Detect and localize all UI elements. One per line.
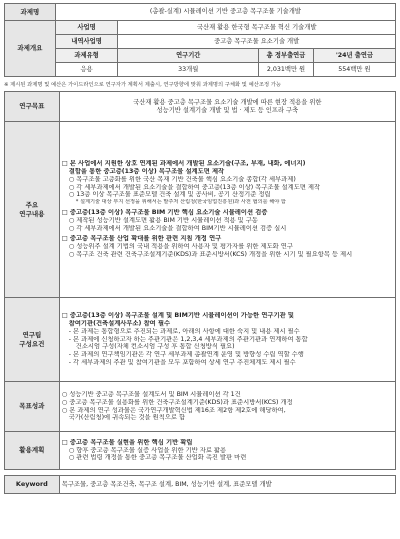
project-label: 사업명 [55,21,118,35]
title-label: 과제명 [5,4,56,21]
plan-line: ○ 향후 중고층 목구조물 실증 사업을 위한 기반 자료 활용 [68,446,227,454]
year-fund-value: 554백만 원 [313,63,395,77]
period-value: 33개월 [118,63,259,77]
content-line: ○ 목구조 건축 관련 건축구조설계기준(KDS)과 표준시방서(KCS) 개정을 위한 시기 및 필요항목 등 제시 [68,251,353,259]
org-line: - 각 세부과제의 주관 및 참여기관을 모두 포함하여 상세 연구 추진체계도 제시 필수 [68,359,296,367]
org-line: - 본 과제의 연구책임기관은 각 연구 세부과제 총괄연계 운영 및 방향성 수립 역할 수행 [68,351,304,359]
goal-line: 성능기반 설계기술 개발 및 법 · 제도 등 인프라 구축 [156,106,299,114]
goal-cell [59,92,395,122]
org-line: - 본 과제는 통합형으로 추진되는 과제로, 아래의 사항에 대한 숙지 및 내용 제시 필수 [68,327,300,335]
detail-label: 내역사업명 [55,35,118,49]
keyword-value: 목구조물, 중고층 목조건축, 목구조 설계, BIM, 성능기반 설계, 표준모델 개발 [59,476,395,494]
content-line: 결합을 통한 중고층(13층 이상) 목구조물 설계도면 제작 [68,167,225,175]
content-line: ○ 각 세부과제에서 개발된 요소기술을 결합하여 중고층(13층 이상) 목구조물 설계도면 제작 [68,183,321,191]
plan-line: ○ 관련 법령 개정을 통한 중고층 목구조물 산업화 촉진 발판 마련 [68,454,247,462]
keyword-label: Keyword [5,476,60,494]
result-line: ○ 본 과제의 연구 성과물은 국가연구개발혁신법 제16조 제2항 제2호에 해당하여, [61,406,286,414]
overview-table [4,3,396,77]
org-cell [59,298,395,382]
org-label: 연구팀 구성요건 [5,298,60,382]
content-label: 주요 연구내용 [5,122,60,298]
result-line: 국가(산림청)에 귀속되는 것을 원칙으로 함 [68,414,186,422]
guideline-note: ※ 제시된 과제명 및 예산은 가이드라인으로 연구자가 계획서 제출시, 연구방향에 맞춰 과제명의 구체화 및 예산조정 가능 [4,82,281,88]
type-header: 과제유형 [55,49,118,63]
content-cell [59,122,395,298]
detail-value: 중고층 목구조물 요소기술 개발 [118,35,396,49]
content-line: ○ 13층 이상 목구조물 표준모델 건축 설계 및 공사비, 공기 산정기준 정립 [68,191,271,199]
project-value: 국산재 활용 한국형 목구조물 혁신 기술개발 [118,21,396,35]
content-line: □ 중고층 목구조물 산업 확대를 위한 관련 지침 개정 연구 [61,235,222,243]
title-value: (총괄-실계) 시뮬레이션 기반 중고층 목구조물 기술개발 [55,4,395,21]
org-line: □ 중고층(13층 이상) 목구조물 설계 및 BIM기반 시뮬레이션이 가능한 연구기관 및 [61,311,294,319]
org-line: 참여기관(건축설계사무소) 참여 필수 [68,319,171,327]
plan-cell [59,432,395,470]
keyword-table [4,475,396,494]
content-line: □ 중고층(13층 이상) 목구조물 BIM 기반 핵심 요소기술 시뮬레이션 검증 [61,208,268,216]
result-line: ○ 중고층 목구조물 실용화를 위한 건축구조설계기준(KDS)과 표준시방서(KCS) 개정 [61,398,293,406]
content-line: ○ 제작된 성능기반 설계도면 활용 BIM 기반 시뮬레이션 적용 및 구동 [68,216,258,224]
plan-label: 활용계획 [5,432,60,470]
period-header: 연구기간 [118,49,259,63]
plan-line: □ 중고층 목구조물 실현을 위한 핵심 기반 확립 [61,438,193,446]
total-fund-header: 총 정부출연금 [259,49,314,63]
content-line: □ 본 사업에서 지원한 상호 연계된 과제에서 개발된 요소기술(구조, 부재, 내화, 에너지) [61,160,306,168]
total-fund-value: 2,031백만 원 [259,63,314,77]
main-table [4,91,396,470]
org-line: 건소시엄 구성(자체 컨소시엄 구성 후 통합 신청방식 필요) [75,343,235,351]
org-line: - 본 과제에 신청하고자 하는 주관기관은 1,2,3,4 세부과제의 주관기관과 연계하여 통합 [68,335,308,343]
result-label: 목표성과 [5,382,60,432]
result-cell [59,382,395,432]
goal-label: 연구목표 [5,92,60,122]
goal-line: 국산재 활용 중고층 목구조물 요소기술 개발에 따른 현장 적용을 위한 [133,98,322,106]
overview-label: 과제개요 [5,21,56,77]
type-value: 응용 [55,63,118,77]
content-line: ○ 각 세부과제에서 개발된 요소기술을 결합하여 BIM기반 시뮬레이션 검증 실시 [68,224,287,232]
content-line: ○ 목구조물 고층화를 위한 국산 목재 기반 건축물 핵심 요소기술 종합(각 세부과제) [68,175,296,183]
result-line: ○ 성능기반 중고층 목구조물 설계도서 및 BIM 시뮬레이션 각 1건 [61,390,241,398]
content-line: ○ 성능위주 설계 기법의 국내 적용을 위하여 사용자 및 평가자를 위한 제도화 연구 [68,243,293,251]
year-fund-header: '24년 출연금 [313,49,395,63]
content-line: * 설계기술 대상 부지 선정을 위해서는 발주처 산림청(한국임업진흥원)과 사전 협의를 해야 함 [75,199,286,206]
